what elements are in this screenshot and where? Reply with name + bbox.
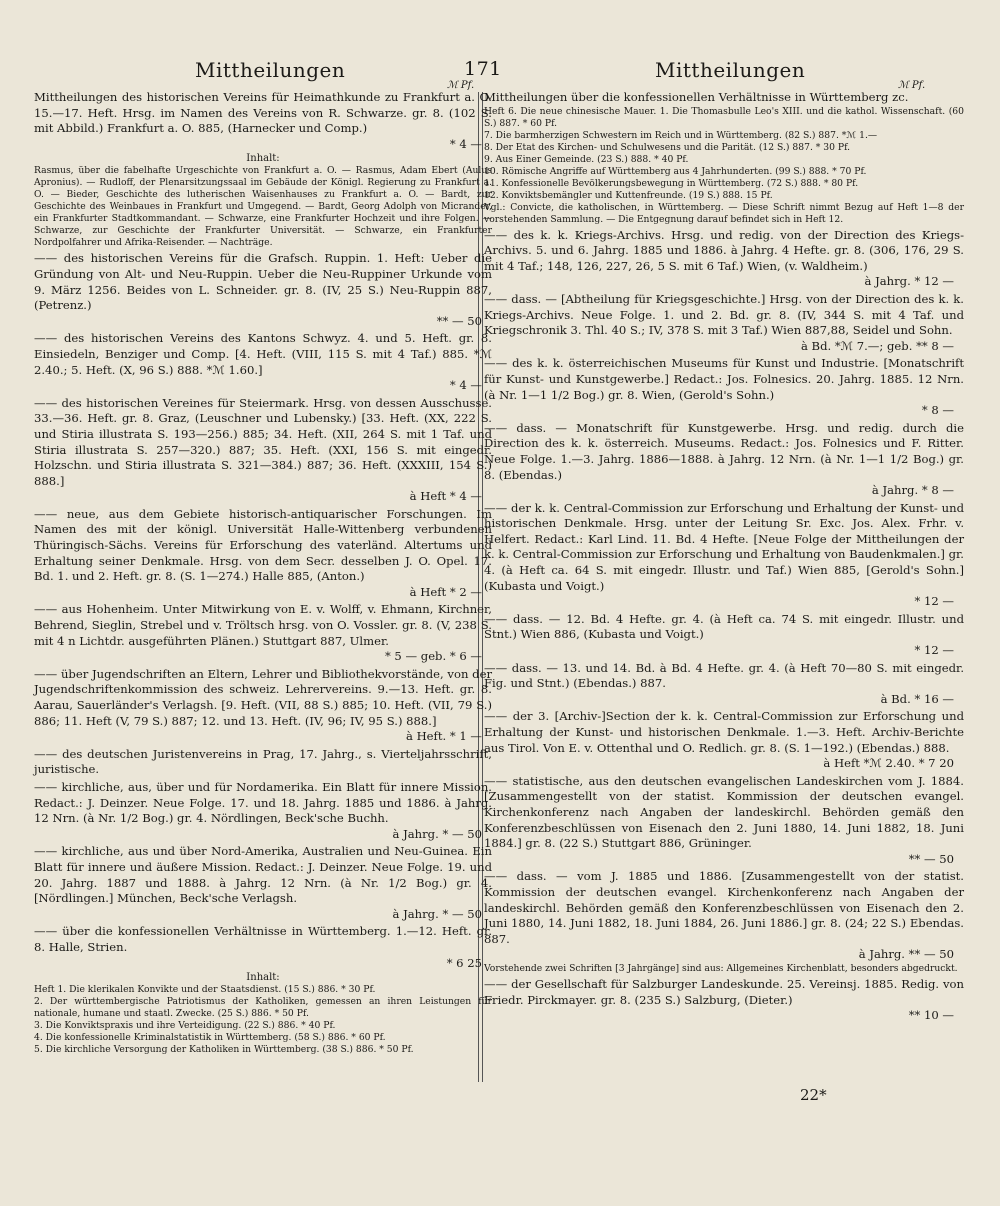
entry-text: —— kirchliche, aus und über Nord-Amerika, Australien und Neu-Guinea. Ein Blatt für innere und äußere Mission. Redact.: J. Deinzer. Neue Folge. 19. und 20. Jahrg. 1887 und 1888. à Jahrg. 12 Nrn. (à Nr. 1/2 Bog.) gr. 4. [Nördlingen.] München, Beck'sche Verlagsh. bbox=[34, 844, 492, 906]
catalog-entry bbox=[484, 709, 964, 771]
entry-text: —— neue, aus dem Gebiete historisch-antiquarischer Forschungen. Im Namen des mit der königl. Universität Halle-Wittenberg verbundenen Thüringisch-Sächs. Vereins für Erforschung des vaterländ. Altertums und Erhaltung seiner Denkmale. Hrsg. von dem Secr. desselben J. O. Opel. 17. Bd. 1. und 2. Heft. gr. 8. (S. 1—274.) Halle 885, (Anton.) bbox=[34, 506, 492, 584]
entry-price: à Bd. * 16 — bbox=[880, 691, 954, 706]
signature-mark: 22* bbox=[800, 1086, 827, 1104]
entry-price: à Jahrg. * — 50 bbox=[392, 826, 482, 841]
entry-price: à Heft * 4 — bbox=[409, 489, 482, 504]
catalog-entry bbox=[34, 251, 492, 329]
entry-text: —— über die konfessionellen Verhältnisse in Württemberg. 1.—12. Heft. gr. 8. Halle, Strien. bbox=[34, 924, 492, 954]
catalog-entry bbox=[34, 90, 492, 249]
entry-text: —— dass. — vom J. 1885 und 1886. [Zusammengestellt von der statist. Kommission der deutschen evangel. Kirchenkonferenz nach Angaben der landeskirchl. Behörden gemäß den Konferenzbeschlüssen von Eisenach den 2. Juni 1880, 14. Juni 1882, 18. Juni 1884, 26. Juni 1886.] gr. 8. (24; 22 S.) Ebendas. 887. bbox=[484, 869, 964, 946]
entry-text: —— kirchliche, aus, über und für Nordamerika. Ein Blatt für innere Mission. Redact.: J. Deinzer. Neue Folge. 17. und 18. Jahrg. 1885 und 1886. à Jahrg. 12 Nrn. (à Nr. 1/2 Bog.) gr. 4. Nördlingen, Beck'sche Buchh. bbox=[34, 779, 492, 826]
entry-price: * 8 — bbox=[921, 403, 954, 418]
catalog-entry bbox=[484, 869, 964, 975]
entry-price: ** — 50 bbox=[436, 313, 482, 328]
entry-price: * 12 — bbox=[914, 594, 954, 609]
entry-contents: Vorstehende zwei Schriften [3 Jahrgänge] sind aus: Allgemeines Kirchenblatt, besonders abgedruckt. bbox=[484, 962, 958, 974]
entry-text: —— über Jugendschriften an Eltern, Lehrer und Bibliothekvorstände, von der Jugendschriftenkommission des schweiz. Lehrervereins. 9.—13. Heft. gr. 8. Aarau, Sauerländer's Verlagsh. [9. Heft. (VII, 88 S.) 885; 10. Heft. (VII, 79 S.) 886; 11. Heft (V, 79 S.) 887; 12. und 13. Heft. (IV, 96; IV, 95 S.) 888.] bbox=[34, 666, 492, 728]
entry-price: à Jahrg. * 12 — bbox=[864, 274, 954, 289]
entry-text: Mittheilungen des historischen Vereins für Heimathkunde zu Frankfurt a. O. 15.—17. Heft. Hrsg. im Namen des Vereins von R. Schwarze. gr. 8. (102 S. mit Abbild.) Frankfurt a. O. 885, (Harnecker und Comp.) bbox=[34, 90, 492, 136]
catalog-entry bbox=[484, 977, 964, 1024]
catalog-entry bbox=[34, 780, 492, 842]
catalog-entry bbox=[484, 501, 964, 610]
catalog-entry bbox=[484, 90, 964, 226]
entry-text: —— der k. k. Central-Commission zur Erforschung und Erhaltung der Kunst- und historischen Denkmale. Hrsg. unter der Leitung Sr. Exc. Jos. Alex. Frhr. v. Helfert. Redact.: Karl Lind. 11. Bd. 4 Hefte. [Neue Folge der Mittheilungen der k. k. Central-Commission zur Erforschung und Erhaltung von Baudenkmalen.] gr. 4. (à Heft ca. 64 S. mit eingedr. Illustr. und Taf.) Wien 885, [Gerold's Sohn.] (Kubasta und Voigt.) bbox=[484, 500, 964, 593]
catalog-entry bbox=[484, 356, 964, 418]
catalog-entry bbox=[34, 924, 492, 1056]
entry-text: Mittheilungen über die konfessionellen Verhältnisse in Württemberg zc. bbox=[484, 90, 909, 104]
contents-heading: Inhalt: bbox=[246, 153, 280, 165]
entry-price: à Jahrg. ** — 50 bbox=[858, 947, 954, 962]
catalog-entry bbox=[484, 661, 964, 708]
contents-heading: Inhalt: bbox=[246, 972, 280, 984]
entry-text: —— dass. — Monatschrift für Kunstgewerbe. Hrsg. und redig. durch die Direction des k. k. österreich. Museums. Redact.: Jos. Folnesics und F. Ritter. Neue Folge. 1.—3. Jahrg. 1886—1888. à Jahrg. 12 Nrn. (à Nr. 1—1 1/2 Bog.) gr. 8. (Ebendas.) bbox=[484, 420, 964, 482]
entry-text: —— des k. k. österreichischen Museums für Kunst und Industrie. [Monatschrift für Kunst- und Kunstgewerbe.] Redact.: Jos. Folnesics. 20. Jahrg. 1885. 12 Nrn. (à Nr. 1—1 1/2 Bog.) gr. 8. Wien, (Gerold's Sohn.) bbox=[484, 356, 964, 402]
entry-text: —— aus Hohenheim. Unter Mitwirkung von E. v. Wolff, v. Ehmann, Kirchner, Behrend, Sieglin, Strebel und v. Tröltsch hrsg. von O. Vossler. gr. 8. (V, 238 S. mit 4 n Lichtdr. ausgeführten Plänen.) Stuttgart 887, Ulmer. bbox=[34, 602, 492, 648]
entry-contents: Heft 1. Die klerikalen Konvikte und der Staatsdienst. (15 S.) 886. * 30 Pf. 2. Der württembergische Patriotismus der Katholiken, gemessen an ihren Leistungen für nationale, humane und staatl. Zwecke. (25 S.) 886. * 50 Pf. 3. Die Konviktspraxis und ihre Verteidigung. (22 S.) 886. * 40 Pf. 4. Die konfessionelle Kriminalstatistik in Württemberg. (58 S.) 886. * 60 Pf. 5. Die kirchliche Versorgung der Katholiken in Württemberg. (38 S.) 886. * 50 Pf. bbox=[34, 984, 492, 1056]
entry-price: à Jahrg. * — 50 bbox=[392, 906, 482, 921]
entry-text: —— dass. — 13. und 14. Bd. à Bd. 4 Hefte. gr. 4. (à Heft 70—80 S. mit eingedr. Fig. und Stnt.) (Ebendas.) 887. bbox=[484, 660, 964, 691]
entry-text: —— des deutschen Juristenvereins in Prag, 17. Jahrg., s. Vierteljahrsschrift, juristische. bbox=[34, 746, 492, 777]
entry-price: * 4 — bbox=[449, 378, 482, 393]
entry-text: —— der 3. [Archiv-]Section der k. k. Central-Commission zur Erforschung und Erhaltung der Kunst- und historischen Denkmale. 1.—3. Heft. Archiv-Berichte aus Tirol. Von E. v. Ottenthal und O. Redlich. gr. 8. (S. 1—192.) (Ebendas.) 888. bbox=[484, 709, 964, 755]
entry-text: —— des historischen Vereins für die Grafsch. Ruppin. 1. Heft: Ueber die Gründung von Alt- und Neu-Ruppin. Ueber die Neu-Ruppiner Urkunde vom 9. März 1256. Beides von L. Schneider. gr. 8. (IV, 25 S.) Neu-Ruppin 887, (Petrenz.) bbox=[34, 251, 492, 313]
page-number: 171 bbox=[464, 58, 502, 80]
catalog-entry bbox=[34, 667, 492, 745]
entry-price: à Bd. *ℳ 7.—; geb. ** 8 — bbox=[800, 338, 954, 353]
entry-text: —— des k. k. Kriegs-Archivs. Hrsg. und redig. von der Direction des Kriegs-Archivs. 5. und 6. Jahrg. 1885 und 1886. à Jahrg. 4 Hefte. gr. 8. (306, 176, 29 S. mit 4 Taf.; 148, 126, 227, 26, 5 S. mit 6 Taf.) Wien, (v. Waldheim.) bbox=[484, 227, 964, 273]
entry-text: —— der Gesellschaft für Salzburger Landeskunde. 25. Vereinsj. 1885. Redig. von Friedr. Pirckmayer. gr. 8. (235 S.) Salzburg, (Dieter.) bbox=[484, 976, 964, 1007]
catalog-entry bbox=[34, 507, 492, 601]
entry-text: —— des historischen Vereins des Kantons Schwyz. 4. und 5. Heft. gr. 8. Einsiedeln, Benziger und Comp. [4. Heft. (VIII, 115 S. mit 4 Taf.) 885. *ℳ 2.40.; 5. Heft. (X, 96 S.) 888. *ℳ 1.60.] bbox=[34, 331, 492, 377]
catalog-entry bbox=[34, 844, 492, 922]
entry-contents: Heft 6. Die neue chinesische Mauer. 1. Die Thomasbulle Leo's XIII. und die kathol. Wissenschaft. (60 S.) 887. * 60 Pf. 7. Die barmherzigen Schwestern im Reich und in Württemberg. (82 S.) 887. *ℳ 1.— 8. Der Etat des Kirchen- und Schulwesens und die Parität. (12 S.) 887. * 30 Pf. 9. Aus Einer Gemeinde. (23 S.) 888. * 40 Pf. 10. Römische Angriffe auf Württemberg aus 4 Jahrhunderten. (99 S.) 888. * 70 Pf. 11. Konfessionelle Bevölkerungsbewegung in Württemberg. (72 S.) 888. * 80 Pf. 12. Konviktsbemängler und Kuttenfreunde. (19 S.) 888. 15 Pf. Vgl.: Convicte, die katholischen, in Württemberg. — Diese Schrift nimmt Bezug auf Heft 1—8 der vorstehenden Sammlung. — Die Entgegnung darauf befindet sich in Heft 12. bbox=[484, 105, 964, 225]
running-head-left: Mittheilungen bbox=[195, 58, 346, 82]
catalog-entry bbox=[484, 292, 964, 354]
entry-price: à Heft. * 1 — bbox=[405, 729, 482, 744]
catalog-entry bbox=[34, 331, 492, 393]
entry-price: à Heft *ℳ 2.40. * 7 20 bbox=[823, 756, 954, 771]
catalog-entry bbox=[34, 747, 492, 778]
entry-text: —— dass. — [Abtheilung für Kriegsgeschichte.] Hrsg. von der Direction des k. k. Kriegs-Archivs. Neue Folge. 1. und 2. Bd. gr. 8. (IV, 344 S. mit 4 Taf. und Kriegschronik 3. Thl. 40 S.; IV, 378 S. mit 3 Taf.) Wien 887,88, Seidel und Sohn. bbox=[484, 291, 964, 338]
entry-price: * 5 — geb. * 6 — bbox=[384, 649, 482, 664]
entry-price: * 12 — bbox=[914, 643, 954, 658]
entry-price: ** — 50 bbox=[908, 851, 954, 866]
catalog-entry bbox=[34, 602, 492, 664]
entry-price: à Jahrg. * 8 — bbox=[871, 483, 954, 498]
entry-price: ** 10 — bbox=[908, 1008, 954, 1023]
entry-contents: Rasmus, über die fabelhafte Urgeschichte von Frankfurt a. O. — Rasmus, Adam Ebert (Aulus Apronius). — Rudloff, der Plenarsitzungssaal im Gebäude der Königl. Regierung zu Frankfurt a. O. — Bieder, Geschichte des lutherischen Waisenhauses zu Frankfurt a. O. — Bardt, zur Geschichte des Weinbaues in Frankfurt und Umgegend. — Bardt, Georg Adolph von Micrander, ein Frankfurter Stadtkommandant. — Schwarze, eine Frankfurter Hochzeit und ihre Folgen. — Schwarze, zur Geschichte der Frankfurter Universität. — Schwarze, ein Frankfurter Nordpolfahrer und Afrika-Reisender. — Nachträge. bbox=[34, 165, 492, 249]
price-column-head-right: ℳ Pf. bbox=[898, 80, 926, 91]
catalog-entry bbox=[484, 612, 964, 659]
entry-text: —— statistische, aus den deutschen evangelischen Landeskirchen vom J. 1884. [Zusammengestellt von der statist. Kommission der deutschen evangel. Kirchenkonferenz nach Angaben der landeskirchl. Behörden gemäß den Konferenzbeschlüssen von Eisenach den 2. Juni 1880, 14. Juni 1882, 18. Juni 1884.] gr. 8. (22 S.) Stuttgart 886, Grüninger. bbox=[484, 773, 964, 851]
entry-text: —— des historischen Vereines für Steiermark. Hrsg. von dessen Ausschusse. 33.—36. Heft. gr. 8. Graz, (Leuschner und Lubensky.) [33. Heft. (XX, 222 S. und Stiria illustrata S. 193—256.) 885; 34. Heft. (XII, 264 S. mit 1 Taf. und Stiria illustrata S. 257—320.) 887; 35. Heft. (XXI, 156 S. mit eingedr. Holzschn. und Stiria illustrata S. 321—384.) 887; 36. Heft. (XXXIII, 154 S.) 888.] bbox=[34, 395, 492, 488]
right-column bbox=[484, 90, 964, 1026]
catalog-entry bbox=[34, 396, 492, 505]
entry-price: * 6 25 bbox=[446, 955, 482, 970]
left-column bbox=[34, 90, 492, 1058]
entry-text: —— dass. — 12. Bd. 4 Hefte. gr. 4. (à Heft ca. 74 S. mit eingedr. Illustr. und Stnt.) Wien 886, (Kubasta und Voigt.) bbox=[484, 611, 964, 642]
catalog-entry bbox=[484, 228, 964, 290]
entry-price: à Heft * 2 — bbox=[409, 584, 482, 599]
running-head-right: Mittheilungen bbox=[655, 58, 806, 82]
catalog-entry bbox=[484, 774, 964, 868]
entry-price: * 4 — bbox=[449, 136, 482, 151]
catalog-entry bbox=[484, 421, 964, 499]
price-column-head-left: ℳ Pf. bbox=[447, 80, 475, 91]
